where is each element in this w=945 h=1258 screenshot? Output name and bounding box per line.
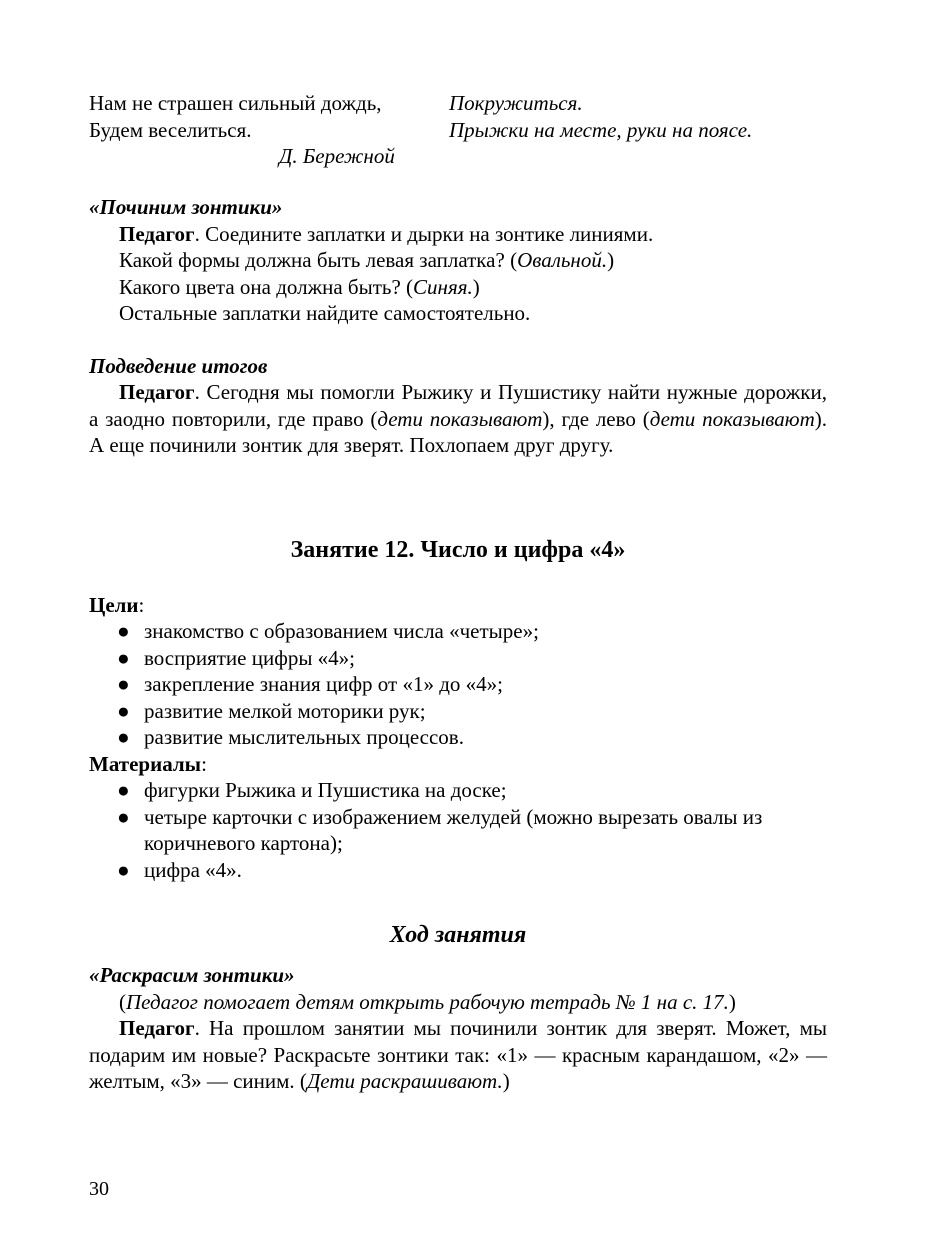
- repair-section: [89, 194, 827, 327]
- list-item: [89, 618, 827, 645]
- repair-text-3b: ): [472, 274, 480, 299]
- repair-para-2: [119, 247, 827, 274]
- poem-line-2: Будем веселиться.: [89, 118, 252, 142]
- poem-author: Д. Бережной: [279, 144, 395, 168]
- page-number: 30: [89, 1178, 109, 1200]
- material-text: фигурки Рыжика и Пушистика на доске;: [144, 778, 507, 802]
- speaker-label: Педагог: [119, 221, 195, 246]
- page-content: [89, 90, 827, 1095]
- note-paren-close: ): [728, 989, 736, 1014]
- summary-italic-1: дети показывают: [377, 406, 543, 431]
- course-note: [89, 989, 827, 1016]
- materials-label: Материалы: [89, 751, 202, 776]
- goal-text: развитие мелкой моторики рук;: [144, 698, 426, 723]
- goals-colon: :: [138, 592, 145, 617]
- poem-line-1: Нам не страшен сильный дождь,: [89, 91, 382, 115]
- repair-text-1: . Соедините заплатки и дырки на зонтике линиями.: [194, 221, 654, 246]
- lesson-title: Занятие 12. Число и цифра «4»: [290, 536, 626, 563]
- repair-title: «Починим зонтики»: [89, 195, 283, 219]
- summary-title: Подведение итогов: [89, 353, 268, 378]
- list-item: [89, 804, 827, 857]
- course-text-1: . На прошлом занятии мы починили зонтик для зверят. Может, мы подарим им новые? Раскрасьте зонтики так: «1» — красным карандашом, «2» — желтым, «3» — синим. (: [89, 1016, 827, 1093]
- goals-heading: [89, 592, 827, 619]
- goal-text: знакомство с образованием числа «четыре»;: [144, 619, 539, 643]
- list-item: [89, 857, 827, 884]
- goals-list: [89, 618, 827, 751]
- bullet-icon: ●: [117, 645, 130, 670]
- goal-text: развитие мыслительных процессов.: [144, 725, 464, 749]
- goals-section: [89, 592, 827, 884]
- materials-list: [89, 777, 827, 883]
- repair-text-3a: Какого цвета она должна быть? (: [119, 274, 414, 299]
- bullet-icon: ●: [117, 804, 130, 829]
- repair-text-2a: Какой формы должна быть левая заплатка? (: [119, 248, 518, 272]
- course-text-2: ): [502, 1069, 510, 1093]
- course-para: [89, 1015, 827, 1095]
- course-title: Ход занятия: [389, 922, 527, 948]
- repair-para-4: Остальные заплатки найдите самостоятельно.: [119, 301, 531, 325]
- list-item: [89, 724, 827, 751]
- summary-text-2: ), где лево (: [542, 406, 650, 431]
- speaker-label: Педагог: [119, 1016, 195, 1040]
- list-item: [89, 671, 827, 698]
- repair-para-1: [119, 221, 827, 248]
- course-italic-1: Дети раскрашивают.: [306, 1069, 503, 1093]
- note-paren-open: (: [119, 989, 126, 1014]
- poem-action-2: Прыжки на месте, руки на поясе.: [449, 118, 753, 142]
- summary-text-1: . Сегодня мы помогли Рыжику и Пушистику найти нужные дорожки, а заодно повторили, где право (: [89, 380, 827, 431]
- course-subtitle: «Раскрасим зонтики»: [89, 963, 295, 987]
- goal-text: восприятие цифры «4»;: [144, 645, 356, 670]
- summary-italic-2: дети показывают: [649, 406, 815, 431]
- note-text: Педагог помогает детям открыть рабочую тетрадь № 1 на с. 17.: [126, 989, 729, 1014]
- repair-body: [89, 221, 827, 327]
- list-item: [89, 777, 827, 804]
- bullet-icon: ●: [117, 857, 130, 882]
- poem-action-1: Покружиться.: [449, 91, 583, 115]
- goals-label: Цели: [89, 592, 139, 617]
- summary-section: [89, 353, 827, 459]
- repair-answer-3: Синяя.: [413, 274, 473, 299]
- materials-colon: :: [201, 751, 207, 776]
- summary-para: [89, 379, 827, 459]
- repair-answer-2: Овальной.: [517, 248, 608, 272]
- material-text: четыре карточки с изображением желудей (можно вырезать овалы из коричневого картона);: [144, 804, 763, 855]
- repair-text-2b: ): [607, 248, 615, 272]
- poem-block: [89, 90, 827, 168]
- list-item: [89, 645, 827, 672]
- repair-para-3: [119, 274, 827, 301]
- list-item: [89, 698, 827, 725]
- bullet-icon: ●: [117, 619, 130, 643]
- bullet-icon: ●: [117, 698, 130, 723]
- bullet-icon: ●: [117, 778, 130, 802]
- course-section: [89, 962, 827, 1095]
- goal-text: закрепление знания цифр от «1» до «4»;: [144, 672, 503, 696]
- materials-heading: [89, 751, 827, 778]
- speaker-label: Педагог: [119, 380, 195, 404]
- bullet-icon: ●: [117, 672, 130, 696]
- summary-text-3: ). А еще починили зонтик для зверят. Похлопаем друг другу.: [89, 406, 827, 457]
- bullet-icon: ●: [117, 725, 130, 749]
- material-text: цифра «4».: [144, 857, 242, 882]
